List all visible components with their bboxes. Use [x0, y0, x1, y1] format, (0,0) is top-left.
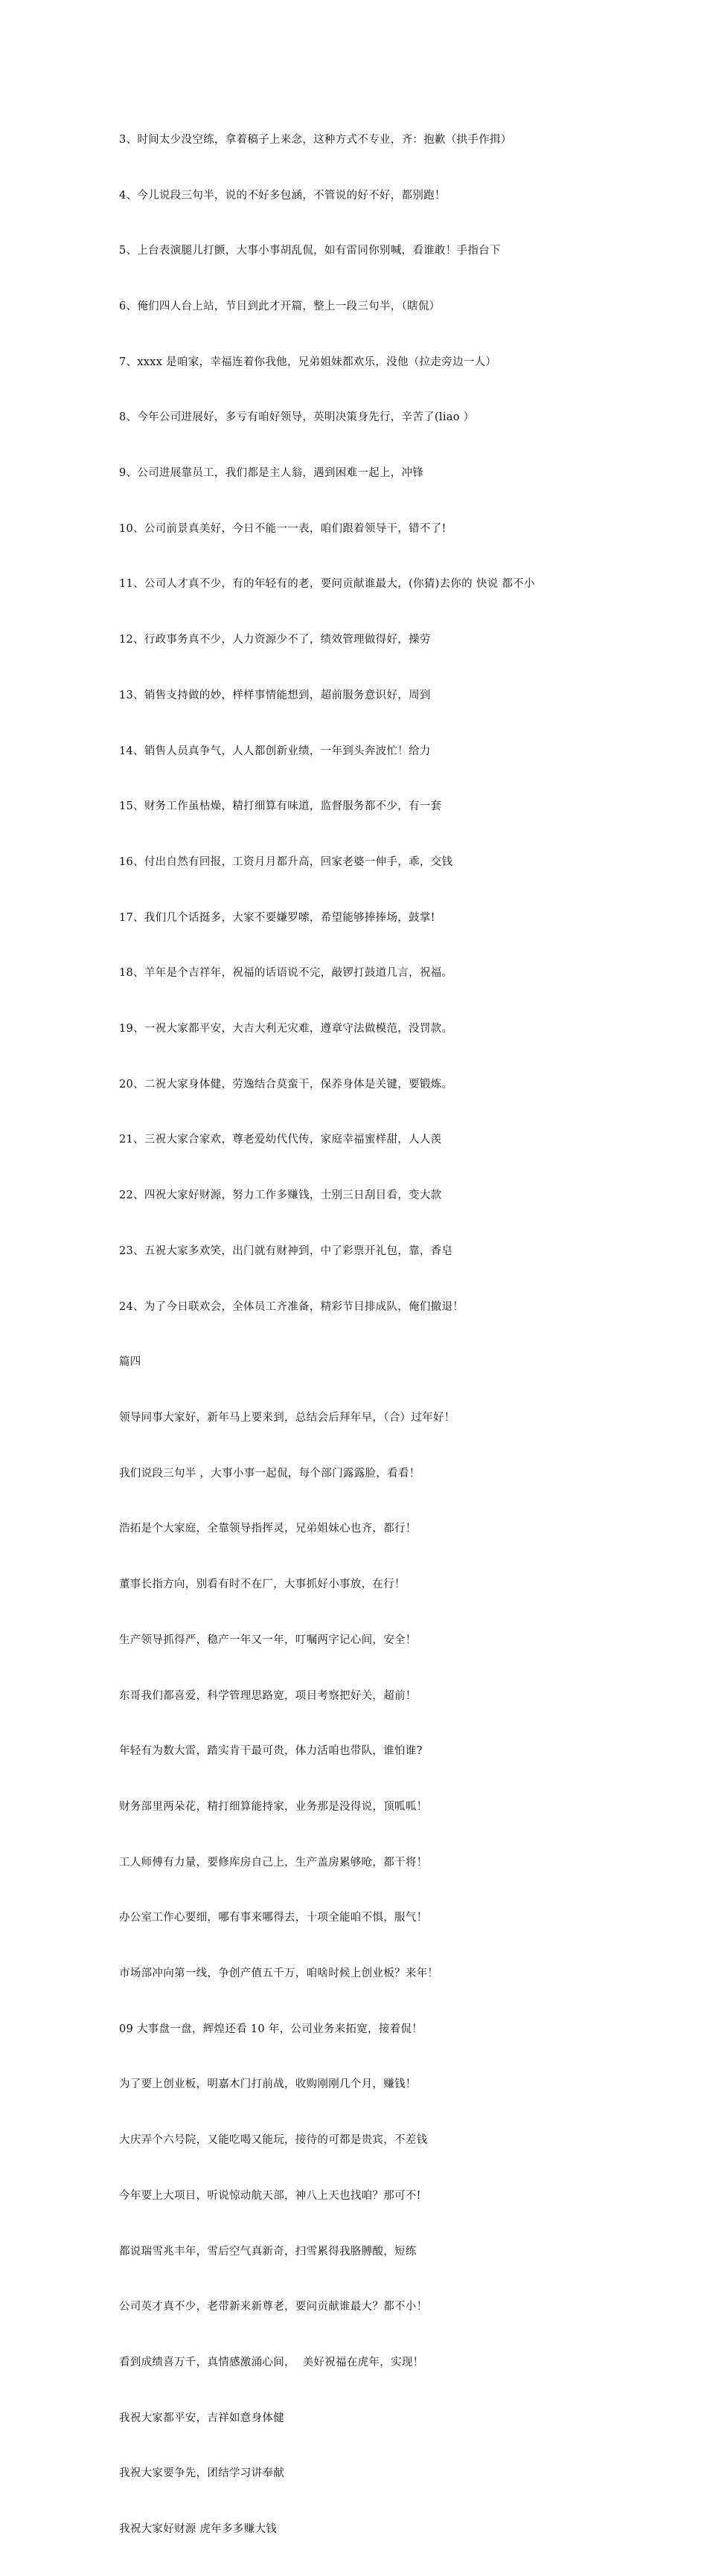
document-body [119, 94, 700, 2576]
text-line: 21、三祝大家合家欢，尊老爱幼代代传，家庭幸福蜜样甜，人人羡 [119, 1134, 442, 1146]
text-line: 办公室工作心要细，哪有事来哪得去，十项全能咱不惧，服气！ [119, 1912, 428, 1924]
text-line: 公司英才真不少，老带新来新尊老，要问贡献谁最大？都不小！ [119, 2301, 428, 2313]
text-line: 24、为了今日联欢会，全体员工齐准备，精彩节目排成队，俺们撤退！ [119, 1300, 464, 1313]
text-line: 工人师傅有力量，要修库房自己上，生产盖房累够呛，都干将！ [119, 1856, 428, 1869]
text-line: 3、时间太少没空练，拿着稿子上来念，这种方式不专业，齐：抱歉（拱手作揖） [119, 133, 512, 146]
text-line: 16、付出自然有回报，工资月月都升高，回家老婆一伸手，乖，交钱 [119, 855, 453, 868]
text-line: 都说瑞雪兆丰年，雪后空气真新奇，扫雪累得我胳膊酸，短练 [119, 2245, 417, 2258]
text-line: 为了要上创业板，明嘉木门打前战，收购刚刚几个月，赚钱！ [119, 2078, 417, 2091]
text-line: 年轻有为数大雷，踏实肯干最可贵，体力活咱也带队，谁怕谁? [119, 1745, 423, 1758]
text-line: 13、销售支持做的妙，样样事情能想到，超前服务意识好，周到 [119, 689, 431, 701]
text-line: 14、销售人员真争气，人人都创新业绩，一年到头奔波忙！给力 [119, 745, 431, 757]
text-line: 8、今年公司进展好，多亏有咱好领导，英明决策身先行，辛苦了(liao ） [119, 411, 475, 424]
text-line: 10、公司前景真美好，今日不能一一表，咱们跟着领导干，错不了! [119, 522, 447, 535]
text-line: 09 大事盘一盘，辉煌还看 10 年，公司业务来拓宽，接着侃！ [119, 2023, 423, 2035]
text-line: 20、二祝大家身体健，劳逸结合莫蛮干，保养身体是关键，要锻炼。 [119, 1078, 453, 1091]
section-heading: 篇四 [119, 1356, 141, 1369]
text-line: 我祝大家好财源 虎年多多赚大钱 [119, 2523, 278, 2536]
text-line: 9、公司进展靠员工，我们都是主人翁，遇到困难一起上，冲锋 [119, 467, 424, 480]
text-line: 19、一祝大家都平安，大吉大利无灾难，遵章守法做模范，没罚款。 [119, 1023, 453, 1035]
text-line: 生产领导抓得严，稳产一年又一年，叮嘱两字记心间，安全！ [119, 1634, 417, 1646]
text-line: 12、行政事务真不少，人力资源少不了，绩效管理做得好，操劳 [119, 634, 431, 646]
text-line: 4、今儿说段三句半，说的不好多包涵，不管说的好不好，都别跑！ [119, 189, 446, 202]
text-line: 财务部里两朵花，精打细算能持家，业务那是没得说，顶呱呱！ [119, 1800, 428, 1813]
text-line: 董事长指方向，别看有时不在厂，大事抓好小事放，在行！ [119, 1578, 406, 1591]
text-line: 大庆弄个六号院，又能吃喝又能玩，接待的可都是贵宾，不差钱 [119, 2134, 428, 2147]
text-line: 7、xxxx 是咱家，幸福连着你我他，兄弟姐妹都欢乐，没他（拉走旁边一人） [119, 356, 497, 368]
text-line: 东哥我们都喜爱，科学管理思路宽，项目考察把好关，超前！ [119, 1689, 417, 1702]
text-line: 看到成绩喜万千，真情感激涌心间， 美好祝福在虎年，实现！ [119, 2356, 424, 2368]
text-line: 浩拓是个大家庭，全靠领导指挥灵，兄弟姐妹心也齐，都行！ [119, 1523, 417, 1535]
text-line: 5、上台表演腿儿打颤，大事小事胡乱侃，如有雷同你别喊，看谁敢！手指台下 [119, 245, 501, 257]
text-line: 22、四祝大家好财源，努力工作多赚钱，士别三日刮目看，变大款 [119, 1189, 442, 1202]
text-line: 我祝大家都平安，吉祥如意身体健 [119, 2412, 284, 2424]
text-line: 市场部冲向第一线，争创产值五千万，咱啥时候上创业板？来年！ [119, 1968, 439, 1980]
text-line: 我们说段三句半 ，大事小事一起侃，每个部门露露脸，看看！ [119, 1467, 420, 1480]
text-line: 18、羊年是个吉祥年，祝福的话语说不完，敲锣打鼓道几言，祝福。 [119, 967, 453, 980]
text-line: 15、财务工作虽枯燥，精打细算有味道，监督服务都不少，有一套 [119, 800, 442, 813]
text-line: 6、俺们四人台上站，节目到此才开篇，整上一段三句半，（瞎侃） [119, 300, 441, 312]
text-line: 23、五祝大家多欢笑，出门就有财神到，中了彩票开礼包，靠，香皂 [119, 1244, 453, 1257]
text-line: 我祝大家要争先，团结学习讲奉献 [119, 2467, 284, 2480]
text-line: 17、我们几个话挺多，大家不要嫌罗嗦，希望能够捧捧场，鼓掌! [119, 911, 435, 924]
text-line: 领导同事大家好，新年马上要来到，总结会后拜年早，（合）过年好！ [119, 1411, 455, 1424]
text-line: 今年要上大项目，听说惊动航天部，神八上天也找咱？那可不! [119, 2189, 421, 2202]
text-line: 11、公司人才真不少，有的年轻有的老，要问贡献谁最大，(你猜)去你的 快说 都不小 [119, 578, 535, 591]
